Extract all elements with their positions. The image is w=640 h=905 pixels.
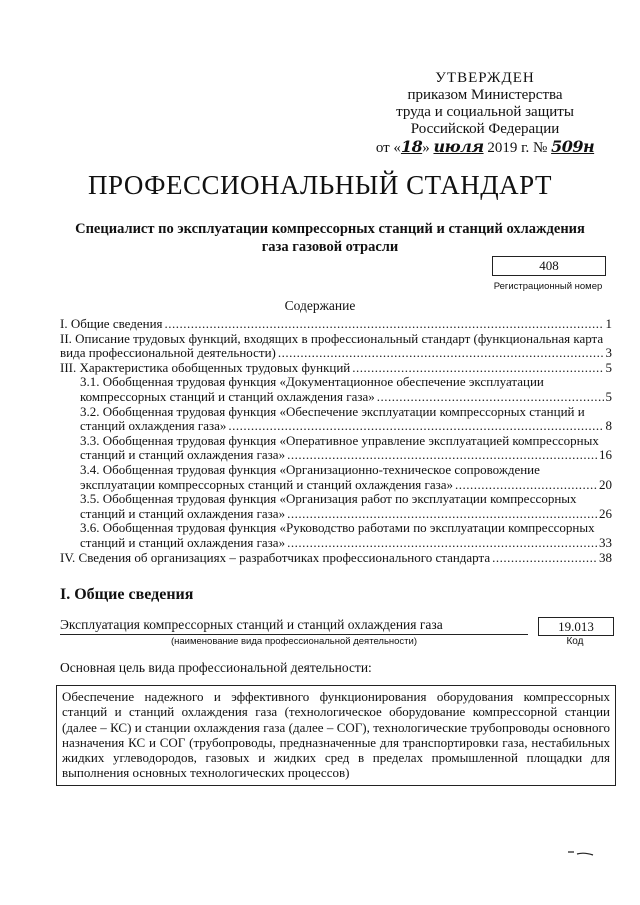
subtitle-line-1: Специалист по эксплуатации компрессорных станций и станций охлаждения (75, 221, 585, 237)
order-month-handwritten: июля (433, 137, 484, 156)
toc-item-text-continued: вида профессиональной деятельности) (60, 345, 276, 361)
document-title: ПРОФЕССИОНАЛЬНЫЙ СТАНДАРТ (87, 170, 553, 200)
toc-item-text-continued: эксплуатации компрессорных станций и станций охлаждения газа» (80, 476, 454, 492)
activity-name-field: Эксплуатация компрессорных станций и станций охлаждения газа (60, 617, 528, 635)
section-1-title: I. Общие сведения (60, 586, 194, 603)
toc-item-section-3-2[interactable] (80, 405, 612, 434)
contents-title: Содержание (284, 298, 356, 313)
activity-code-box: 19.013 (538, 617, 614, 636)
approval-block (360, 70, 610, 157)
toc-item-text: 3.6. Обобщенная трудовая функция «Руководство работами по эксплуатации компрессорных (80, 520, 595, 536)
goal-label: Основная цель вида профессиональной деятельности: (60, 660, 372, 675)
toc-page-number: 26 (599, 505, 612, 521)
activity-code-label: Код (566, 636, 584, 647)
toc-item-text: II. Описание трудовых функций, входящих в профессиональный стандарт (функциональная карта (60, 330, 604, 346)
approval-order-line (360, 138, 610, 157)
toc-page-number: 3 (605, 345, 612, 361)
order-prefix: от « (375, 140, 401, 156)
toc-leader-dots (278, 346, 604, 361)
approval-line-ministry: приказом Министерства (407, 87, 563, 103)
toc-item-section-3-5[interactable] (80, 492, 612, 521)
toc-item-text-continued: станций и станций охлаждения газа» (80, 505, 286, 521)
toc-item-section-1[interactable] (60, 317, 612, 332)
toc-page-number: 33 (599, 534, 612, 550)
toc-item-text-continued: станций и станций охлаждения газа» (80, 447, 286, 463)
toc-item-section-2[interactable] (60, 332, 612, 361)
table-of-contents (60, 317, 612, 565)
toc-item-text: 3.1. Обобщенная трудовая функция «Документационное обеспечение эксплуатации (80, 374, 544, 390)
toc-page-number: 8 (605, 418, 612, 434)
approval-heading: УТВЕРЖДЕН (435, 70, 535, 86)
registration-number-label: Регистрационный номер (493, 281, 603, 292)
registration-number-box: 408 (492, 256, 606, 276)
document-subtitle (60, 220, 600, 256)
toc-item-section-3-1[interactable] (80, 375, 612, 404)
toc-leader-dots (352, 361, 603, 376)
toc-item-section-3-4[interactable] (80, 463, 612, 492)
subtitle-line-2: газа газовой отрасли (261, 239, 399, 255)
toc-item-text: I. Общие сведения (60, 316, 163, 331)
toc-item-text-continued: компрессорных станций и станций охлаждения газа» (80, 388, 375, 404)
toc-item-text-continued: станций и станций охлаждения газа» (80, 534, 286, 550)
toc-item-text: 3.5. Обобщенная трудовая функция «Организация работ по эксплуатации компрессорных (80, 491, 577, 507)
toc-leader-dots (165, 317, 604, 332)
toc-item-section-3-6[interactable] (80, 521, 612, 550)
toc-item-text: III. Характеристика обобщенных трудовых функций (60, 359, 351, 375)
order-year: 2019 г. № (487, 140, 548, 156)
toc-item-text: 3.2. Обобщенная трудовая функция «Обеспечение эксплуатации компрессорных станций и (80, 403, 585, 419)
toc-leader-dots (287, 536, 597, 551)
toc-page-number: 5 (605, 388, 612, 404)
approval-line-labor: труда и социальной защиты (396, 104, 574, 120)
toc-leader-dots (377, 390, 604, 405)
toc-page-number: 5 (605, 359, 612, 375)
toc-item-text: 3.3. Обобщенная трудовая функция «Оперативное управление эксплуатацией компрессорных (80, 432, 599, 448)
order-quote-close: » (422, 140, 430, 156)
toc-item-section-3[interactable] (60, 361, 612, 376)
toc-leader-dots (492, 551, 597, 566)
order-day-handwritten: 18 (400, 137, 423, 156)
toc-page-number: 1 (605, 316, 612, 331)
toc-leader-dots (287, 507, 597, 522)
toc-item-text: IV. Сведения об организациях – разработчиках профессионального стандарта (60, 549, 491, 565)
order-number-handwritten: 509н (551, 137, 595, 156)
toc-page-number: 20 (599, 476, 612, 492)
toc-page-number: 16 (599, 447, 612, 463)
approval-line-federation: Российской Федерации (410, 121, 560, 137)
toc-item-section-4[interactable] (60, 551, 612, 566)
toc-item-text-continued: станций охлаждения газа» (80, 418, 227, 434)
toc-page-number: 38 (599, 549, 612, 565)
toc-item-section-3-3[interactable] (80, 434, 612, 463)
toc-leader-dots (455, 478, 597, 493)
goal-text-box: Обеспечение надежного и эффективного функционирования оборудования компрессорных станций и станций охлаждения газа (технологическое оборудование компрессорной станции (далее – КС) и станции охлаждения газа (далее – СОГ), технологические трубопроводы основного назначения КС и СОГ (трубопроводы, предназначенные для транспортировки газа, нестабильных жидких углеводородов, газовых и жидких сред в пределах промышленной площадки для выполнения основных технологических процессов) (56, 685, 616, 786)
activity-name-label: (наименование вида профессиональной деятельности) (170, 636, 418, 647)
toc-leader-dots (287, 448, 597, 463)
pen-mark-icon (566, 846, 596, 860)
toc-item-text: 3.4. Обобщенная трудовая функция «Организационно-техническое сопровождение (80, 461, 540, 477)
toc-leader-dots (228, 419, 603, 434)
